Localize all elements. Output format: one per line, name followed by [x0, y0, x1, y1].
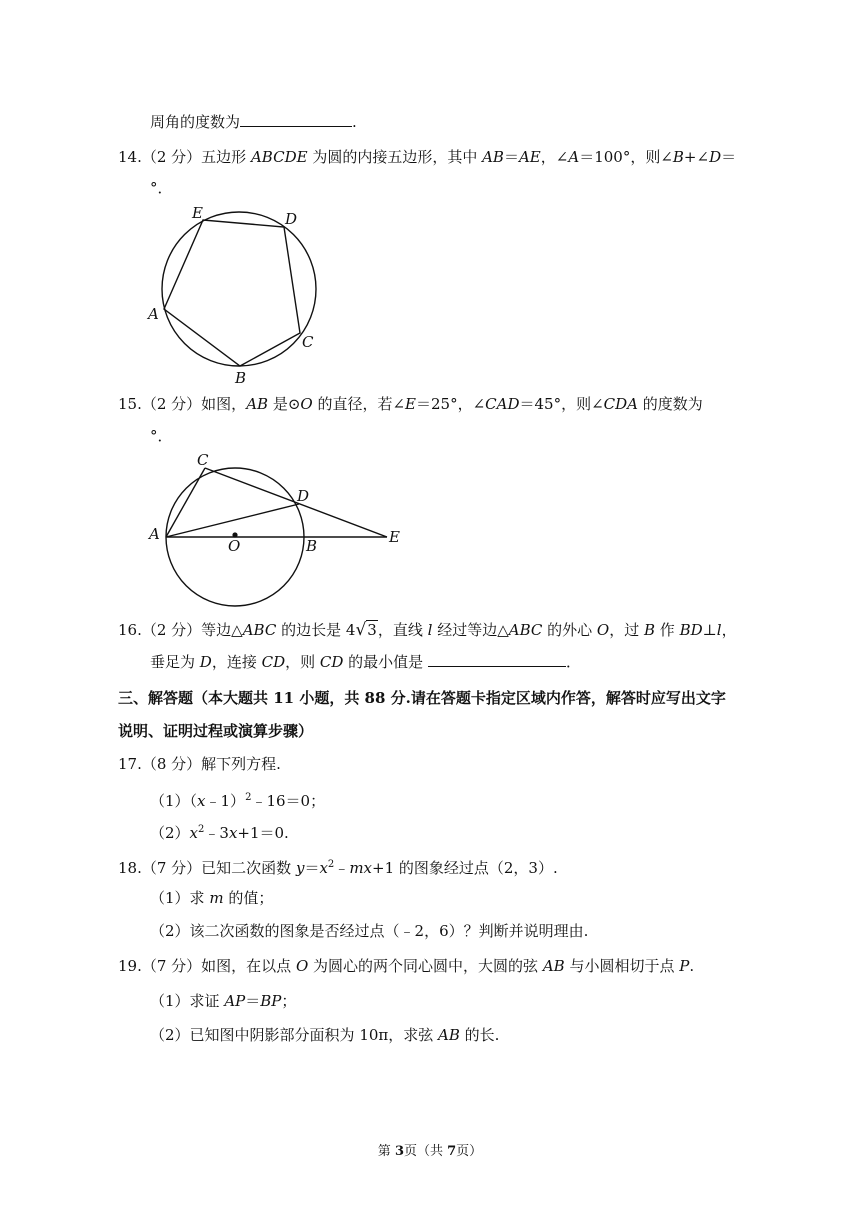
q15-label-a: A — [149, 525, 160, 543]
q19-part1: （1）求证 AP＝BP； — [150, 992, 297, 1010]
q15-label-b: B — [306, 537, 318, 555]
q14-line2: °． — [150, 179, 173, 197]
section3-heading-line2: 说明、证明过程或演算步骤） — [118, 722, 314, 740]
q14-label-d: D — [285, 210, 298, 228]
q14-pentagon-figure — [140, 200, 340, 390]
q14-label-e: E — [192, 204, 203, 222]
q15-line-ad — [166, 504, 299, 537]
q15-circle-figure — [140, 452, 410, 612]
sqrt-icon: √ — [355, 620, 367, 640]
q14-number: 14. — [118, 148, 142, 166]
q13-answer-blank[interactable] — [240, 112, 352, 127]
q15-line1: 15.（2 分）如图，AB 是⊙O 的直径，若∠E＝25°，∠CAD＝45°，则∠CDA 的度数为 — [118, 395, 703, 413]
q16-answer-blank[interactable] — [428, 652, 566, 667]
q17-line1: 17.（8 分）解下列方程. — [118, 755, 281, 773]
q16-number: 16. — [118, 621, 142, 639]
q18-score: （7 分） — [141, 859, 202, 877]
q16-line1: 16.（2 分）等边△ABC 的边长是 4√3，直线 l 经过等边△ABC 的外心 O，过 B 作 BD⊥l， — [118, 620, 737, 640]
q13-tail-end: . — [352, 113, 357, 131]
q15-label-d: D — [297, 487, 310, 505]
page-footer: 第 3页（共 7页） — [377, 1144, 483, 1159]
q19-number: 19. — [118, 957, 142, 975]
q16-score: （2 分） — [141, 621, 202, 639]
q14-line1: 14.（2 分）五边形 ABCDE 为圆的内接五边形，其中 AB＝AE，∠A＝100°，则∠B+∠D＝ — [118, 148, 737, 166]
q15-line-ce — [205, 468, 387, 537]
q14-score: （2 分） — [141, 148, 202, 166]
q15-score: （2 分） — [141, 395, 202, 413]
q13-tail-text: 周角的度数为 — [150, 113, 241, 131]
page-number: 3 — [394, 1144, 404, 1159]
q15-label-e: E — [389, 528, 400, 546]
q17-part2: $(2)x^2﹣3x+1=0$. — [150, 824, 289, 842]
q14-label-c: C — [302, 333, 314, 351]
q18-line1: 18.（7 分）已知二次函数 $y=x^2﹣mx+1$ 的图象经过点（2，3）. — [118, 859, 558, 877]
q15-label-c: C — [197, 452, 209, 469]
q14-label-a: A — [148, 305, 159, 323]
q15-line2: °． — [150, 427, 173, 445]
q18-part1: （1）求 m 的值； — [150, 889, 274, 907]
page-total: 7 — [447, 1144, 457, 1159]
q19-score: （7 分） — [141, 957, 202, 975]
q19-line1: 19.（7 分）如图，在以点 O 为圆心的两个同心圆中，大圆的弦 AB 与小圆相切于点 P. — [118, 957, 695, 975]
q19-part2: （2）已知图中阴影部分面积为 10π，求弦 AB 的长. — [150, 1026, 500, 1044]
q16-side-length: 4√3 — [345, 620, 377, 640]
q17-part1: （1）（x﹣1）$^2$﹣16＝0； — [150, 792, 326, 810]
q13-tail-line — [150, 112, 357, 132]
q18-part2: （2）该二次函数的图象是否经过点（﹣2，6）？判断并说明理由. — [150, 922, 589, 940]
q17-number: 17. — [118, 755, 142, 773]
q15-label-o: O — [228, 537, 241, 555]
q15-number: 15. — [118, 395, 142, 413]
q18-number: 18. — [118, 859, 142, 877]
q16-line2: 垂足为 D，连接 CD，则 CD 的最小值是 ． — [150, 653, 581, 671]
q14-label-b: B — [235, 369, 247, 387]
section3-heading-line1: 三、解答题（本大题共 11 小题，共 88 分.请在答题卡指定区域内作答，解答时应写出文字 — [118, 689, 726, 707]
q15-line-ac — [166, 468, 205, 537]
q17-score: （8 分） — [141, 755, 202, 773]
